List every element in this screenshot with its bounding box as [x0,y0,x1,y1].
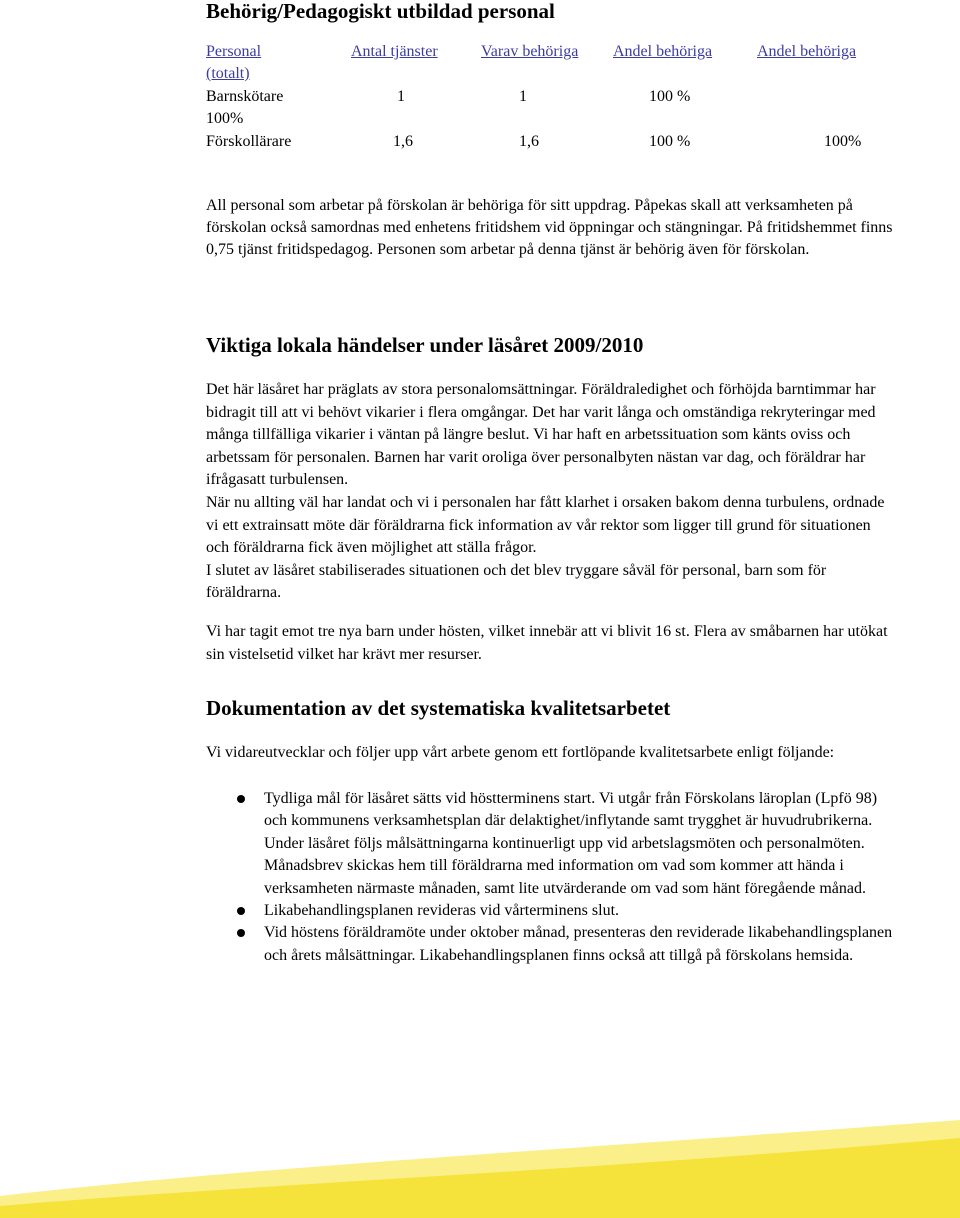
events-paragraphs [206,379,896,605]
bullet-icon [237,795,245,803]
paragraph-text: Det här läsåret har präglats av stora personalomsättningar. Föräldraledighet och förhöjda barntimmar har bidragit till att vi behövt vikarier i flera omgångar. Det har varit långa och omständiga rekryteringar med många tillfälliga vikarier i väntan på längre beslut. Vi har haft en arbetssituation som känts oviss och arbetssam för personalen. Barnen har varit oroliga över personalbyten nästan var dag, och föräldrar har ifrågasatt turbulensen. [206,381,876,489]
paragraph-text: I slutet av läsåret stabiliserades situationen och det blev tryggare såväl för personal, barn som för föräldrarna. [206,561,827,602]
table-header-andel-totalt: Andel behöriga [757,43,857,60]
table-cell-total: 100% [206,110,244,127]
staff-paragraph [206,195,911,262]
paragraph-text: När nu allting väl har landat och vi i personalen har fått klarhet i orsaken bakom denna turbulens, ordnade vi ett extrainsatt möte där föräldrarna fick information av vår rektor som ligger till grund för situationen och föräldrarna fick även möjlighet att ställa frågor. [206,493,885,557]
table-cell-andel: 100 % [649,133,691,150]
table-cell-antal: 1,6 [393,133,413,150]
paragraph-text: Vi har tagit emot tre nya barn under hösten, vilket innebär att vi blivit 16 st. Flera av småbarnen har utökat sin vistelsetid vilket har krävt mer resurser. [206,623,888,663]
paragraph-text: All personal som arbetar på förskolan är behöriga för sitt uppdrag. Påpekas skall att verksamheten på förskolan också samordnas med enhetens fritidshem vid öppningar och stängningar. På fritidshemmet finns 0,75 tjänst fritidspedagog. Personen som arbetar på denna tjänst är behörig även för förskolan. [206,197,893,259]
section-heading-personal: Behörig/Pedagogiskt utbildad personal [206,0,555,23]
paragraph-text: Vi vidareutvecklar och följer upp vårt arbete genom ett fortlöpande kvalitetsarbete enligt följande: [206,744,835,761]
list-item-text: Vid höstens föräldramöte under oktober månad, presenteras den reviderade likabehandlingsplanen och årets målsättningar. Likabehandlingsplanen finns också att tillgå på förskolans hemsida. [264,924,893,964]
table-header-personal-wrap: (totalt) [206,65,250,82]
bullet-icon [237,929,245,937]
table-header-varav: Varav behöriga [481,43,579,60]
quality-intro [206,742,896,765]
table-cell-name: Förskollärare [206,133,292,150]
table-cell-total: 100% [824,133,862,150]
table-header-antal: Antal tjänster [351,43,438,60]
table-cell-antal: 1 [397,88,405,105]
section-heading-quality: Dokumentation av det systematiska kvalitetsarbetet [206,696,671,720]
quality-bullet-list [206,788,896,967]
table-cell-varav: 1,6 [519,133,539,150]
swoosh-shape-light [0,1120,960,1218]
list-item-text: Likabehandlingsplanen revideras vid vårterminens slut. [264,902,620,920]
list-item [206,922,896,967]
table-cell-name: Barnskötare [206,88,284,105]
table-header-andel: Andel behöriga [613,43,713,60]
table-cell-andel: 100 % [649,88,691,105]
table-header-personal: Personal [206,43,262,60]
list-item-text: Tydliga mål för läsåret sätts vid höstterminens start. Vi utgår från Förskolans läroplan (Lpfö 98) och kommunens verksamhetsplan där delaktighet/inflytande samt trygghet är huvudrubrikerna. Under läsåret följs målsättningarna kontinuerligt upp vid arbetslagsmöten och personalmöten. Månadsbrev skickas hem till föräldrarna med information om vad som kommer att hända i verksamheten närmaste månaden, samt lite utvärderande om vad som hänt föregående månad. [264,790,878,897]
bullet-icon [237,907,245,915]
swoosh-shape [0,1138,960,1218]
list-item [206,788,896,900]
new-children-paragraph [206,621,896,666]
table-cell-varav: 1 [519,88,527,105]
list-item [206,900,896,922]
section-heading-events: Viktiga lokala händelser under läsåret 2009/2010 [206,333,644,357]
